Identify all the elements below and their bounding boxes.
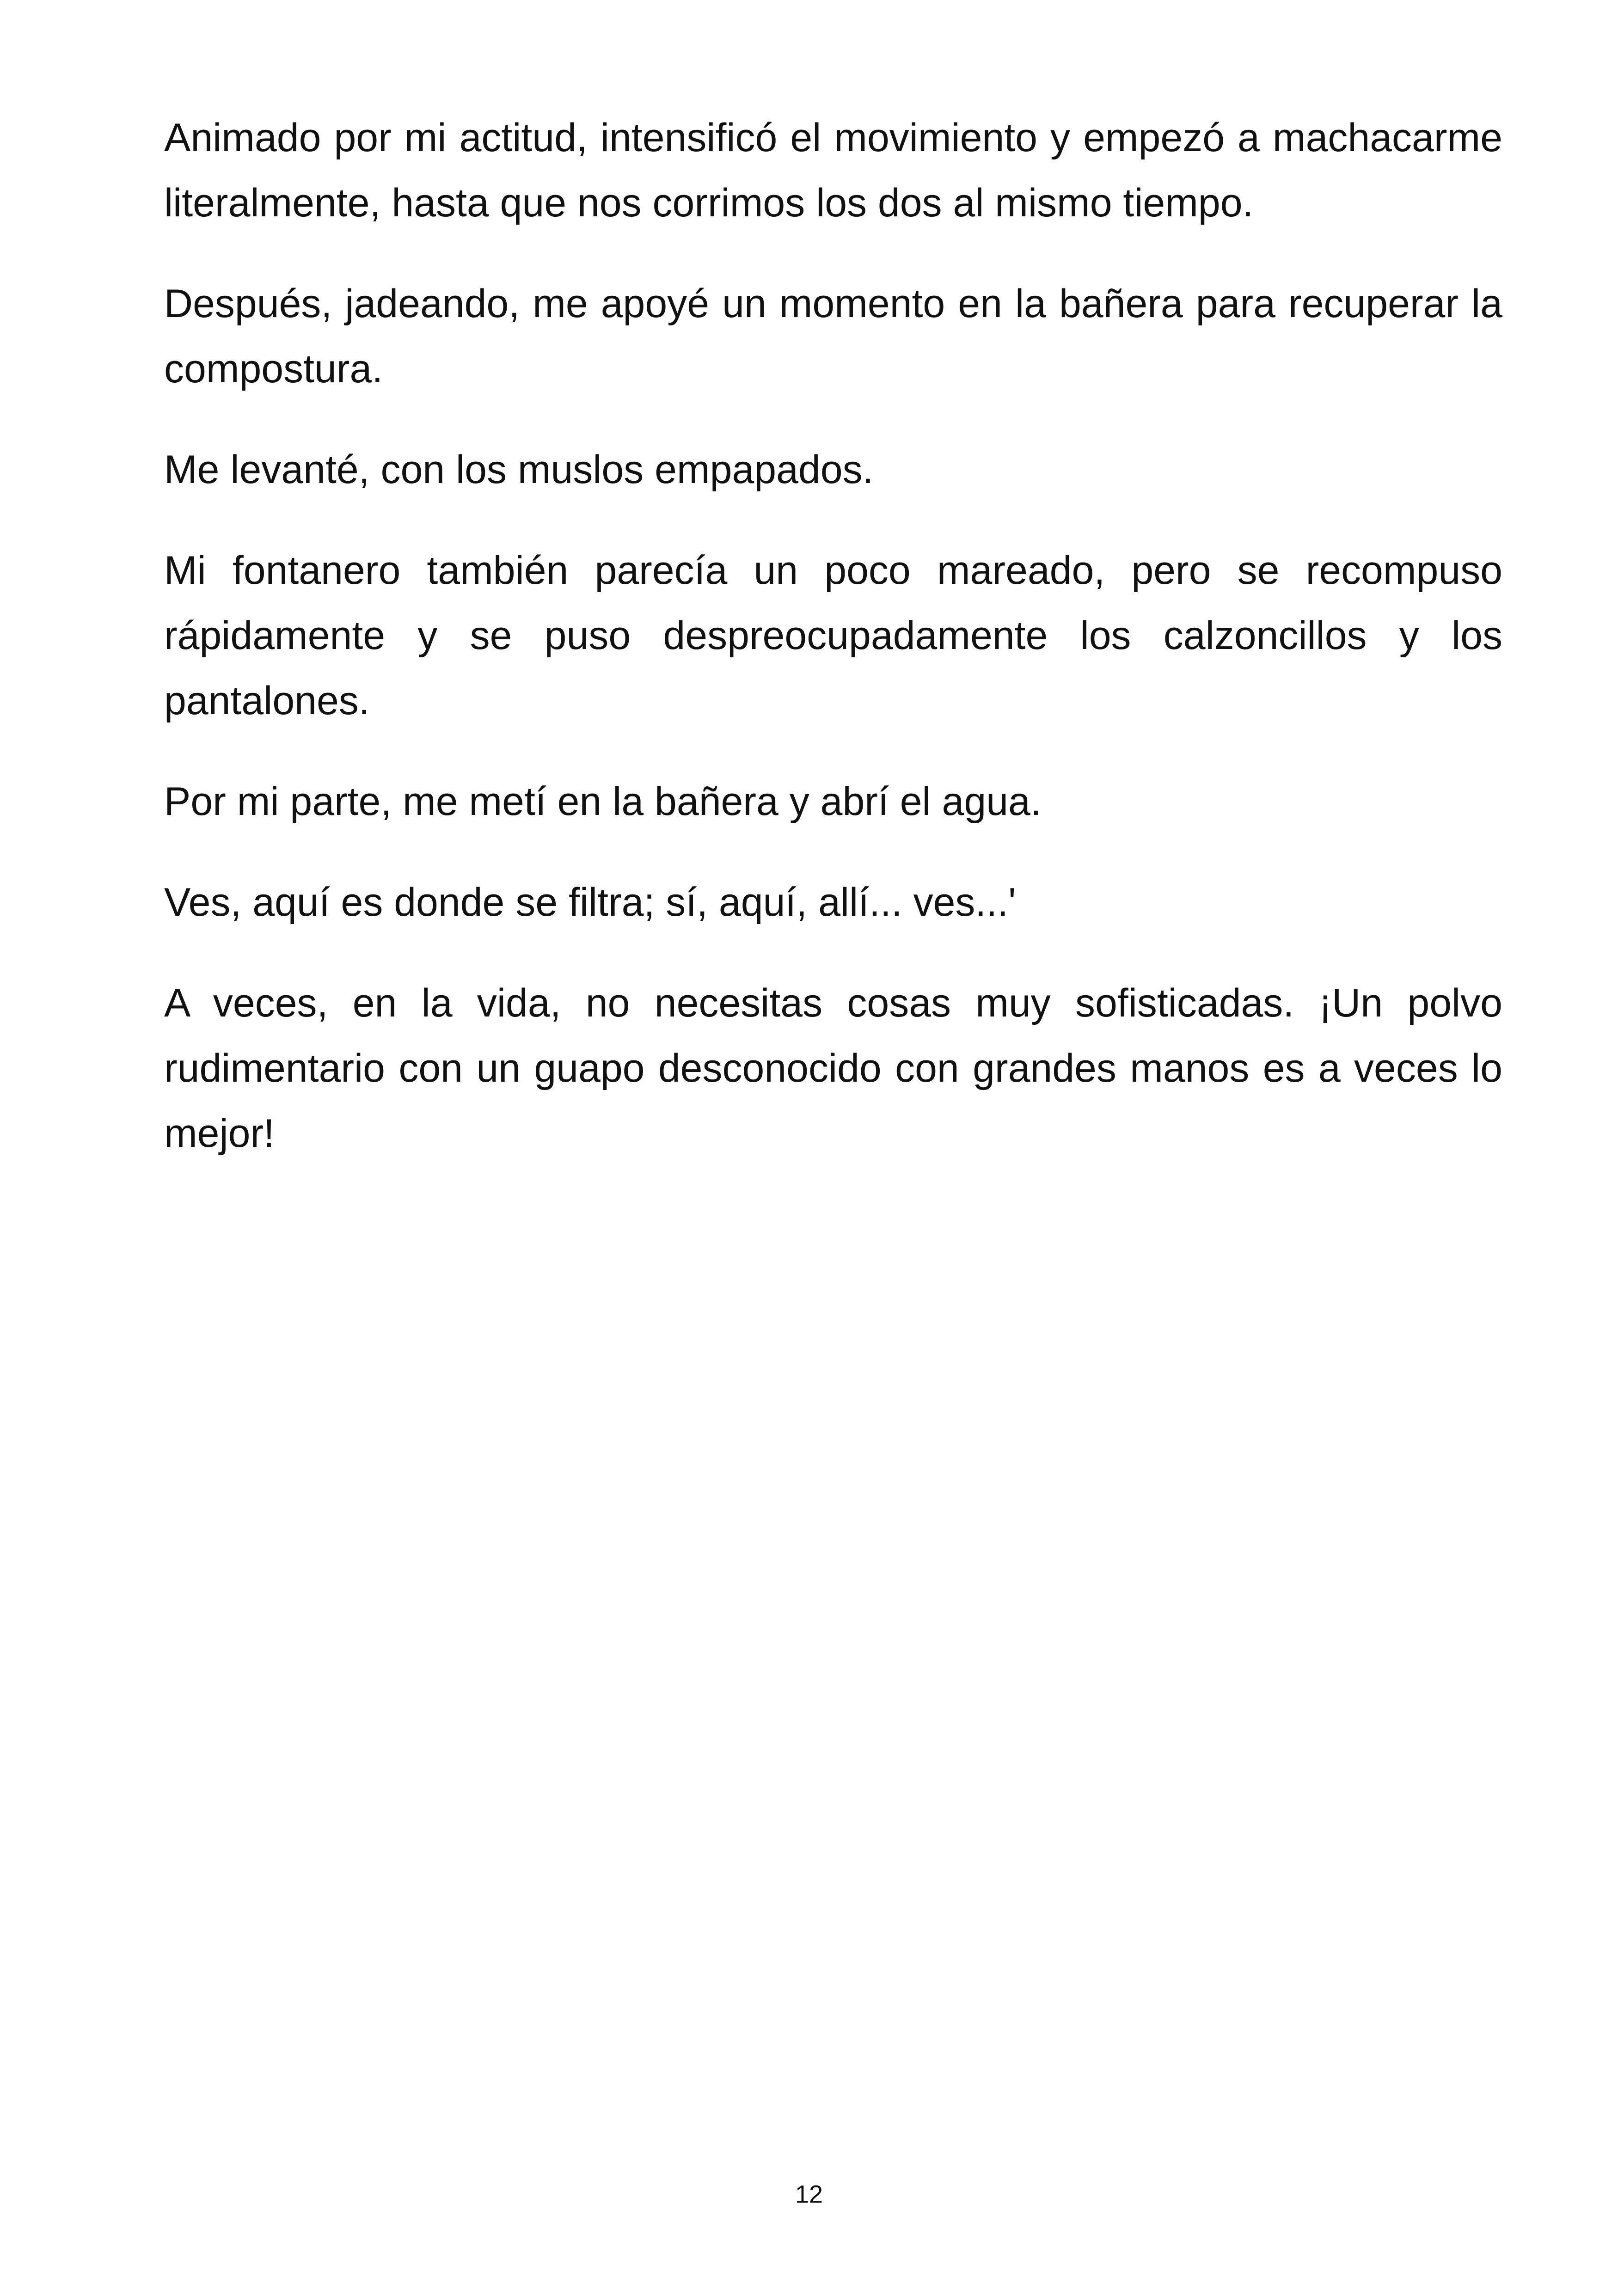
page-number: 12 — [795, 2180, 823, 2208]
paragraph-3: Me levanté, con los muslos empapados. — [164, 447, 874, 492]
paragraph-7: A veces, en la vida, no necesitas cosas muy sofisticadas. ¡Un polvo rudimentario con un guapo desconocido con grandes manos es a veces lo mejor! — [164, 981, 1502, 1156]
paragraph-4: Mi fontanero también parecía un poco mareado, pero se recompuso rápidamente y se puso despreocupadamente los calzoncillos y los pantalones. — [164, 548, 1502, 723]
paragraph-1: Animado por mi actitud, intensificó el movimiento y empezó a machacarme literalmente, hasta que nos corrimos los dos al mismo tiempo. — [164, 116, 1502, 225]
paragraph-5: Por mi parte, me metí en la bañera y abrí el agua. — [164, 779, 1042, 824]
paragraph-2: Después, jadeando, me apoyé un momento en la bañera para recuperar la compostura. — [164, 282, 1502, 391]
paragraph-6: Ves, aquí es donde se filtra; sí, aquí, allí... ves...' — [164, 880, 1016, 925]
text-body — [164, 105, 1502, 1202]
